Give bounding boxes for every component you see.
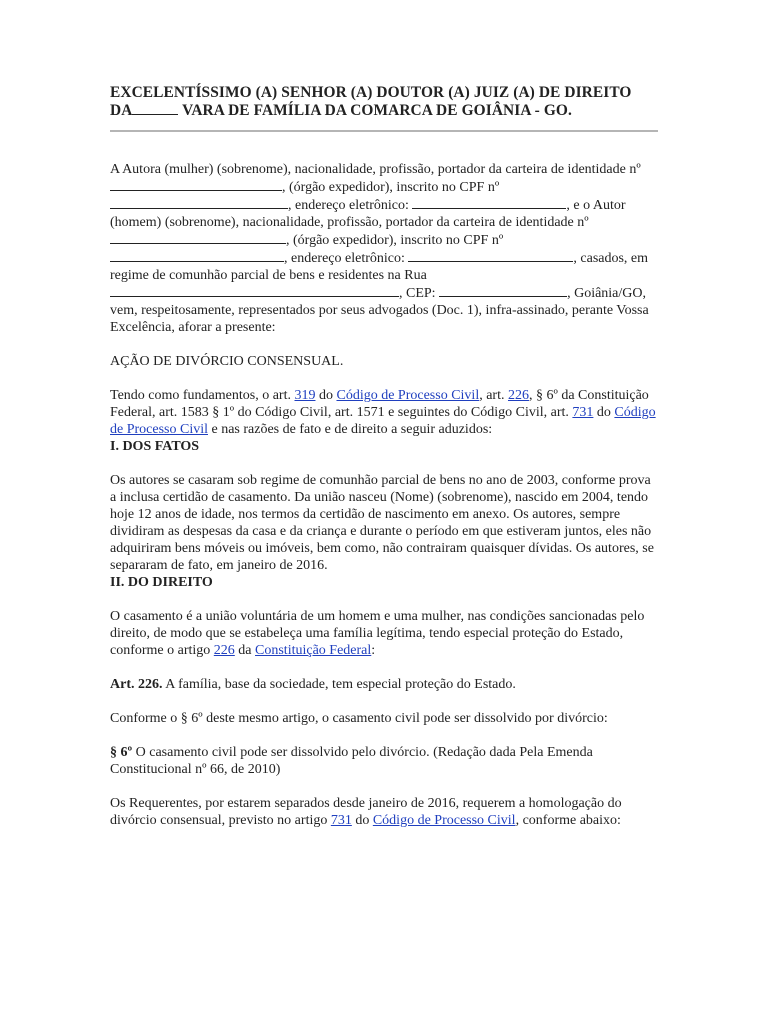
link-art-226[interactable]: 226 — [507, 388, 529, 403]
article-text: A família, base da sociedade, tem especial proteção do Estado. — [162, 677, 516, 692]
court-number-blank — [132, 102, 178, 115]
cpf-blank — [110, 196, 288, 209]
paragraph-text: O casamento civil pode ser dissolvido pelo divórcio. (Redação dada Pela Emenda Constitucional nº 66, de 2010) — [110, 745, 593, 777]
direito-paragraph-1 — [110, 608, 658, 659]
direito-text: : — [371, 643, 376, 658]
petition-heading — [110, 84, 658, 120]
fundamentos-paragraph — [110, 387, 658, 438]
email-blank-2 — [408, 249, 573, 262]
link-codigo-processo-civil-3[interactable]: Código de Processo Civil — [372, 813, 516, 828]
heading-line-2-prefix: DA — [110, 102, 133, 119]
action-title: AÇÃO DE DIVÓRCIO CONSENSUAL. — [110, 354, 344, 369]
link-art-731[interactable]: 731 — [572, 405, 594, 420]
fundamentos-text: e nas razões de fato e de direito a seguir aduzidos: — [208, 422, 493, 437]
direito-text: , conforme abaixo: — [515, 813, 621, 828]
fundamentos-text: , art. — [479, 388, 508, 403]
direito-text: O casamento é a união voluntária de um homem e uma mulher, nas condições sancionadas pelo direito, de modo que se estabeleça uma família legítima, tendo especial proteção do Estado, conforme o artigo — [110, 609, 645, 658]
link-art-319[interactable]: 319 — [294, 388, 316, 403]
intro-text: , casados, em regime de comunhão parcial de bens e residentes na Rua — [110, 251, 649, 283]
article-label: Art. 226. — [110, 677, 163, 692]
article-226-quote — [110, 676, 658, 693]
intro-text: , (órgão expedidor), inscrito no CPF nº — [286, 233, 504, 248]
paragraph-6-quote — [110, 744, 658, 778]
fundamentos-text: , § 6º da Constituição Federal, art. 1583 § 1º do Código Civil, art. 1571 e seguintes do Código Civil, art. — [110, 388, 649, 420]
intro-text: A Autora (mulher) (sobrenome), nacionalidade, profissão, portador da carteira de identidade nº — [110, 162, 641, 177]
section-title-fatos: I. DOS FATOS — [110, 439, 200, 454]
direito-text: Os Requerentes, por estarem separados desde janeiro de 2016, requerem a homologação do divórcio consensual, previsto no artigo — [110, 796, 622, 828]
link-art-226-b[interactable]: 226 — [213, 643, 235, 658]
link-codigo-processo-civil[interactable]: Código de Processo Civil — [336, 388, 480, 403]
heading-line-2-suffix: VARA DE FAMÍLIA DA COMARCA DE GOIÂNIA - GO. — [178, 102, 572, 119]
direito-text: do — [351, 813, 373, 828]
link-codigo-processo-civil-2[interactable]: Código de Processo Civil — [110, 405, 656, 437]
id-number-blank — [110, 178, 282, 191]
cpf-blank-2 — [110, 249, 284, 262]
section-title-direito: II. DO DIREITO — [110, 575, 213, 590]
direito-paragraph-3: Conforme o § 6º deste mesmo artigo, o casamento civil pode ser dissolvido por divórcio: — [110, 711, 608, 726]
link-constituicao-federal[interactable]: Constituição Federal — [255, 643, 372, 658]
fundamentos-text: Tendo como fundamentos, o art. — [110, 388, 295, 403]
intro-text: , (órgão expedidor), inscrito no CPF nº — [282, 180, 500, 195]
direito-paragraph-5 — [110, 795, 658, 829]
cep-blank — [439, 284, 567, 297]
intro-text: , CEP: — [399, 286, 440, 301]
heading-divider — [110, 130, 658, 132]
email-blank — [412, 196, 566, 209]
intro-text: , e o Autor (homem) (sobrenome), nacionalidade, profissão, portador da carteira de identidade nº — [110, 198, 626, 230]
paragraph-label: § 6º — [110, 745, 133, 760]
link-art-731-b[interactable]: 731 — [330, 813, 352, 828]
direito-text: da — [234, 643, 256, 658]
intro-text: , endereço eletrônico: — [288, 198, 413, 213]
fundamentos-text: do — [593, 405, 615, 420]
fatos-paragraph: Os autores se casaram sob regime de comunhão parcial de bens no ano de 2003, conforme prova a inclusa certidão de casamento. Da união nasceu (Nome) (sobrenome), nascido em 2004, tendo hoje 12 anos de idade, nos termos da certidão de nascimento em anexo. Os autores, sempre dividiram as despesas da casa e da criança e durante o período em que estiveram juntos, eles não adquiriram bens móveis ou imóveis, bem como, não contrairam quaisquer dívidas. Os autores, se separaram de fato, em janeiro de 2016. — [110, 473, 654, 573]
street-blank — [110, 284, 399, 297]
heading-line-1: EXCELENTÍSSIMO (A) SENHOR (A) DOUTOR (A) JUIZ (A) DE DIREITO — [110, 84, 632, 101]
id-number-blank-2 — [110, 231, 286, 244]
intro-text: , Goiânia/GO, vem, respeitosamente, representados por seus advogados (Doc. 1), infra-assinado, perante Vossa Excelência, aforar a presente: — [110, 286, 649, 335]
intro-paragraph — [110, 161, 658, 336]
intro-text: , endereço eletrônico: — [284, 251, 409, 266]
fundamentos-text: do — [315, 388, 337, 403]
